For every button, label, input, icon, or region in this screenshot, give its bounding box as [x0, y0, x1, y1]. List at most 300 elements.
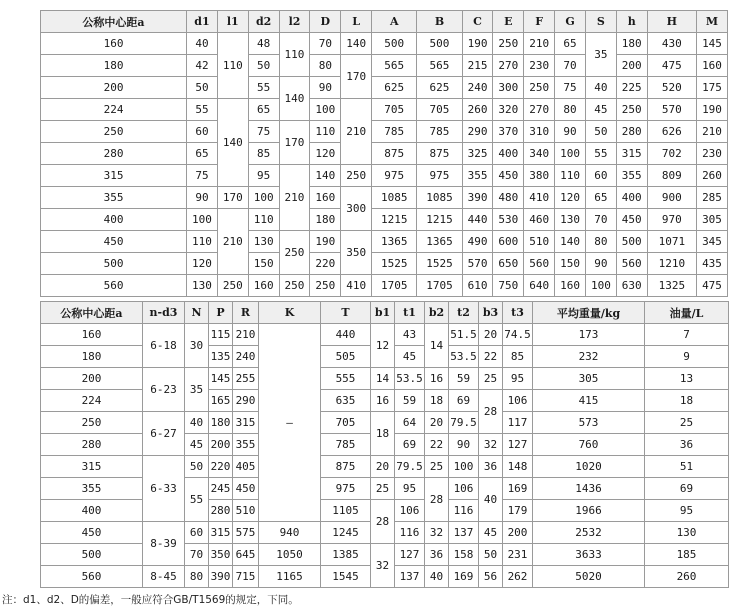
header-cell: G: [555, 11, 586, 33]
cell-d1: 42: [187, 55, 218, 77]
cell-b2: 18: [425, 390, 449, 412]
cell-R: 210: [233, 324, 259, 346]
cell-t2: 53.5: [449, 346, 479, 368]
cell-d1: 100: [187, 209, 218, 231]
cell-T: 785: [321, 434, 371, 456]
cell-t2: 169: [449, 566, 479, 588]
cell-a: 280: [41, 434, 143, 456]
cell-M: 175: [697, 77, 728, 99]
cell-d2: 100: [248, 187, 279, 209]
cell-a: 250: [41, 412, 143, 434]
cell-nd3: 6-27: [143, 412, 185, 456]
cell-b1: 25: [371, 478, 395, 500]
cell-b2: 36: [425, 544, 449, 566]
cell-oil: 260: [645, 566, 729, 588]
cell-t1: 127: [395, 544, 425, 566]
cell-R: 315: [233, 412, 259, 434]
cell-A: 785: [372, 121, 417, 143]
cell-t2: 90: [449, 434, 479, 456]
cell-P: 220: [209, 456, 233, 478]
cell-t3: 148: [503, 456, 533, 478]
cell-M: 210: [697, 121, 728, 143]
cell-weight: 415: [533, 390, 645, 412]
cell-R: 240: [233, 346, 259, 368]
cell-d1: 55: [187, 99, 218, 121]
cell-d2: 110: [248, 209, 279, 231]
cell-t2: 51.5: [449, 324, 479, 346]
cell-t3: 117: [503, 412, 533, 434]
cell-C: 610: [462, 275, 493, 297]
cell-F: 210: [524, 33, 555, 55]
cell-G: 130: [555, 209, 586, 231]
cell-l2: 170: [279, 121, 310, 165]
cell-E: 530: [493, 209, 524, 231]
cell-M: 145: [697, 33, 728, 55]
cell-F: 340: [524, 143, 555, 165]
cell-R: 290: [233, 390, 259, 412]
cell-S: 80: [585, 231, 616, 253]
cell-R: 575: [233, 522, 259, 544]
cell-b1: 28: [371, 500, 395, 544]
cell-D: 190: [310, 231, 341, 253]
cell-t1: 45: [395, 346, 425, 368]
cell-H: 1071: [647, 231, 696, 253]
cell-E: 320: [493, 99, 524, 121]
cell-S: 90: [585, 253, 616, 275]
cell-l1: 140: [217, 99, 248, 187]
cell-N: 55: [185, 478, 209, 522]
header-cell: b3: [479, 302, 503, 324]
cell-a: 315: [41, 456, 143, 478]
cell-G: 110: [555, 165, 586, 187]
cell-B: 785: [417, 121, 462, 143]
cell-R: 450: [233, 478, 259, 500]
cell-T: 1245: [321, 522, 371, 544]
cell-S: 40: [585, 77, 616, 99]
cell-d2: 95: [248, 165, 279, 187]
cell-E: 300: [493, 77, 524, 99]
cell-K: —: [259, 324, 321, 522]
cell-nd3: 6-33: [143, 456, 185, 522]
cell-b3: 40: [479, 478, 503, 522]
cell-b1: 18: [371, 412, 395, 456]
cell-weight: 3633: [533, 544, 645, 566]
cell-h: 250: [616, 99, 647, 121]
cell-b3: 56: [479, 566, 503, 588]
header-cell: K: [259, 302, 321, 324]
cell-E: 450: [493, 165, 524, 187]
cell-N: 60: [185, 522, 209, 544]
cell-E: 650: [493, 253, 524, 275]
table-row: [41, 143, 728, 165]
cell-b3: 22: [479, 346, 503, 368]
cell-a: 224: [41, 99, 187, 121]
table-row: [41, 121, 728, 143]
cell-a: 160: [41, 33, 187, 55]
cell-l2: 110: [279, 33, 310, 77]
table-row: [41, 412, 729, 434]
cell-M: 160: [697, 55, 728, 77]
cell-t3: 231: [503, 544, 533, 566]
cell-oil: 18: [645, 390, 729, 412]
header-cell: d1: [187, 11, 218, 33]
cell-L: 410: [341, 275, 372, 297]
cell-d1: 120: [187, 253, 218, 275]
cell-t3: 262: [503, 566, 533, 588]
cell-M: 475: [697, 275, 728, 297]
cell-weight: 232: [533, 346, 645, 368]
cell-oil: 25: [645, 412, 729, 434]
cell-H: 970: [647, 209, 696, 231]
cell-oil: 7: [645, 324, 729, 346]
cell-L: 170: [341, 55, 372, 99]
cell-N: 40: [185, 412, 209, 434]
cell-D: 110: [310, 121, 341, 143]
cell-oil: 13: [645, 368, 729, 390]
cell-a: 355: [41, 187, 187, 209]
cell-D: 180: [310, 209, 341, 231]
cell-t1: 59: [395, 390, 425, 412]
table-row: [41, 209, 728, 231]
cell-P: 245: [209, 478, 233, 500]
cell-B: 1215: [417, 209, 462, 231]
cell-t2: 79.5: [449, 412, 479, 434]
cell-a: 250: [41, 121, 187, 143]
cell-h: 315: [616, 143, 647, 165]
cell-b1: 16: [371, 390, 395, 412]
cell-R: 645: [233, 544, 259, 566]
cell-N: 80: [185, 566, 209, 588]
cell-E: 370: [493, 121, 524, 143]
cell-l1: 210: [217, 209, 248, 275]
header-cell: N: [185, 302, 209, 324]
header-cell: F: [524, 11, 555, 33]
cell-D: 90: [310, 77, 341, 99]
cell-D: 140: [310, 165, 341, 187]
cell-F: 640: [524, 275, 555, 297]
cell-R: 255: [233, 368, 259, 390]
cell-t2: 59: [449, 368, 479, 390]
cell-C: 570: [462, 253, 493, 275]
cell-B: 1705: [417, 275, 462, 297]
cell-C: 440: [462, 209, 493, 231]
cell-b2: 16: [425, 368, 449, 390]
cell-S: 50: [585, 121, 616, 143]
header-cell: C: [462, 11, 493, 33]
cell-b3: 28: [479, 390, 503, 434]
cell-weight: 5020: [533, 566, 645, 588]
table-row: [41, 33, 728, 55]
cell-H: 702: [647, 143, 696, 165]
cell-oil: 69: [645, 478, 729, 500]
cell-F: 230: [524, 55, 555, 77]
cell-b2: 40: [425, 566, 449, 588]
header-cell: t1: [395, 302, 425, 324]
cell-d1: 130: [187, 275, 218, 297]
cell-nd3: 6-23: [143, 368, 185, 412]
cell-a: 560: [41, 275, 187, 297]
cell-A: 975: [372, 165, 417, 187]
cell-d1: 65: [187, 143, 218, 165]
cell-R: 510: [233, 500, 259, 522]
cell-G: 140: [555, 231, 586, 253]
cell-t1: 64: [395, 412, 425, 434]
cell-a: 355: [41, 478, 143, 500]
cell-d2: 75: [248, 121, 279, 143]
cell-N: 30: [185, 324, 209, 368]
cell-E: 250: [493, 33, 524, 55]
table-row: [41, 275, 728, 297]
cell-h: 500: [616, 231, 647, 253]
cell-T: 1545: [321, 566, 371, 588]
cell-t2: 158: [449, 544, 479, 566]
cell-a: 450: [41, 522, 143, 544]
cell-d2: 48: [248, 33, 279, 55]
cell-t2: 137: [449, 522, 479, 544]
cell-b1: 12: [371, 324, 395, 368]
cell-B: 705: [417, 99, 462, 121]
cell-D: 220: [310, 253, 341, 275]
table-header-row: [41, 11, 728, 33]
cell-E: 400: [493, 143, 524, 165]
cell-b2: 32: [425, 522, 449, 544]
cell-M: 260: [697, 165, 728, 187]
cell-T: 975: [321, 478, 371, 500]
cell-P: 115: [209, 324, 233, 346]
cell-S: 60: [585, 165, 616, 187]
cell-a: 560: [41, 566, 143, 588]
cell-S: 55: [585, 143, 616, 165]
cell-t2: 69: [449, 390, 479, 412]
cell-t1: 116: [395, 522, 425, 544]
cell-a: 200: [41, 77, 187, 99]
cell-t3: 169: [503, 478, 533, 500]
cell-t1: 137: [395, 566, 425, 588]
cell-t1: 69: [395, 434, 425, 456]
cell-R: 405: [233, 456, 259, 478]
cell-N: 70: [185, 544, 209, 566]
cell-t3: 106: [503, 390, 533, 412]
cell-T: 1385: [321, 544, 371, 566]
cell-M: 345: [697, 231, 728, 253]
cell-L: 250: [341, 165, 372, 187]
cell-G: 160: [555, 275, 586, 297]
cell-b3: 20: [479, 324, 503, 346]
dimension-table-upper: [40, 10, 728, 297]
cell-weight: 2532: [533, 522, 645, 544]
cell-G: 80: [555, 99, 586, 121]
cell-N: 35: [185, 368, 209, 412]
footnote: 注：d1、d2、D的偏差，一般应符合GB/T1569的规定，下同。: [2, 594, 299, 606]
cell-l2: 140: [279, 77, 310, 121]
cell-S: 100: [585, 275, 616, 297]
cell-F: 560: [524, 253, 555, 275]
cell-t1: 79.5: [395, 456, 425, 478]
cell-E: 270: [493, 55, 524, 77]
table-row: [41, 231, 728, 253]
cell-l2: 210: [279, 165, 310, 231]
cell-d2: 50: [248, 55, 279, 77]
cell-C: 260: [462, 99, 493, 121]
cell-M: 435: [697, 253, 728, 275]
cell-t1: 95: [395, 478, 425, 500]
cell-B: 875: [417, 143, 462, 165]
table-row: [41, 165, 728, 187]
cell-h: 280: [616, 121, 647, 143]
cell-a: 180: [41, 346, 143, 368]
table-row: [41, 368, 729, 390]
cell-t3: 74.5: [503, 324, 533, 346]
header-cell: n-d3: [143, 302, 185, 324]
cell-nd3: 8-39: [143, 522, 185, 566]
cell-P: 390: [209, 566, 233, 588]
cell-M: 230: [697, 143, 728, 165]
cell-H: 430: [647, 33, 696, 55]
cell-D: 70: [310, 33, 341, 55]
cell-P: 180: [209, 412, 233, 434]
cell-F: 510: [524, 231, 555, 253]
cell-nd3: 8-45: [143, 566, 185, 588]
cell-S: 45: [585, 99, 616, 121]
cell-a: 180: [41, 55, 187, 77]
cell-A: 705: [372, 99, 417, 121]
cell-t3: 85: [503, 346, 533, 368]
cell-H: 475: [647, 55, 696, 77]
cell-b3: 36: [479, 456, 503, 478]
cell-K: 1165: [259, 566, 321, 588]
header-cell: 油量/L: [645, 302, 729, 324]
table-row: [41, 456, 729, 478]
cell-R: 715: [233, 566, 259, 588]
cell-H: 1325: [647, 275, 696, 297]
cell-h: 180: [616, 33, 647, 55]
cell-A: 1365: [372, 231, 417, 253]
cell-P: 280: [209, 500, 233, 522]
cell-D: 80: [310, 55, 341, 77]
cell-b1: 20: [371, 456, 395, 478]
cell-F: 250: [524, 77, 555, 99]
cell-h: 200: [616, 55, 647, 77]
header-cell: t2: [449, 302, 479, 324]
header-cell: L: [341, 11, 372, 33]
table-row: [41, 99, 728, 121]
cell-weight: 760: [533, 434, 645, 456]
cell-C: 490: [462, 231, 493, 253]
cell-G: 75: [555, 77, 586, 99]
table-row: [41, 77, 728, 99]
cell-L: 210: [341, 99, 372, 165]
cell-S: 65: [585, 187, 616, 209]
cell-D: 120: [310, 143, 341, 165]
cell-E: 750: [493, 275, 524, 297]
cell-G: 100: [555, 143, 586, 165]
cell-b3: 25: [479, 368, 503, 390]
cell-F: 460: [524, 209, 555, 231]
cell-d2: 130: [248, 231, 279, 253]
cell-B: 1085: [417, 187, 462, 209]
cell-L: 350: [341, 231, 372, 275]
cell-a: 315: [41, 165, 187, 187]
header-cell: P: [209, 302, 233, 324]
cell-G: 90: [555, 121, 586, 143]
dimension-table-lower: [40, 301, 729, 588]
cell-t3: 127: [503, 434, 533, 456]
cell-C: 355: [462, 165, 493, 187]
cell-h: 355: [616, 165, 647, 187]
cell-b2: 20: [425, 412, 449, 434]
table-row: [41, 55, 728, 77]
cell-t3: 179: [503, 500, 533, 522]
cell-A: 1705: [372, 275, 417, 297]
cell-T: 1105: [321, 500, 371, 522]
cell-F: 380: [524, 165, 555, 187]
cell-d2: 160: [248, 275, 279, 297]
header-cell: M: [697, 11, 728, 33]
cell-F: 410: [524, 187, 555, 209]
cell-h: 560: [616, 253, 647, 275]
cell-t2: 116: [449, 500, 479, 522]
cell-B: 500: [417, 33, 462, 55]
cell-oil: 36: [645, 434, 729, 456]
cell-M: 285: [697, 187, 728, 209]
cell-t1: 43: [395, 324, 425, 346]
cell-D: 100: [310, 99, 341, 121]
cell-D: 250: [310, 275, 341, 297]
cell-b2: 28: [425, 478, 449, 522]
header-cell: A: [372, 11, 417, 33]
cell-B: 565: [417, 55, 462, 77]
cell-S: 70: [585, 209, 616, 231]
cell-L: 140: [341, 33, 372, 55]
cell-l2: 250: [279, 231, 310, 275]
cell-a: 400: [41, 500, 143, 522]
header-cell: h: [616, 11, 647, 33]
cell-S: 35: [585, 33, 616, 77]
cell-oil: 130: [645, 522, 729, 544]
cell-A: 1085: [372, 187, 417, 209]
cell-weight: 1020: [533, 456, 645, 478]
cell-h: 225: [616, 77, 647, 99]
cell-B: 975: [417, 165, 462, 187]
header-cell: D: [310, 11, 341, 33]
cell-A: 875: [372, 143, 417, 165]
cell-t1: 53.5: [395, 368, 425, 390]
header-cell: b1: [371, 302, 395, 324]
cell-b2: 14: [425, 324, 449, 368]
table-row: [41, 324, 729, 346]
cell-C: 190: [462, 33, 493, 55]
cell-H: 809: [647, 165, 696, 187]
cell-d1: 110: [187, 231, 218, 253]
cell-C: 325: [462, 143, 493, 165]
header-cell: 平均重量/kg: [533, 302, 645, 324]
cell-G: 120: [555, 187, 586, 209]
cell-T: 505: [321, 346, 371, 368]
cell-h: 400: [616, 187, 647, 209]
cell-l1: 250: [217, 275, 248, 297]
cell-weight: 1436: [533, 478, 645, 500]
cell-K: 940: [259, 522, 321, 544]
header-cell: T: [321, 302, 371, 324]
header-cell: 公称中心距a: [41, 302, 143, 324]
cell-b1: 14: [371, 368, 395, 390]
cell-A: 565: [372, 55, 417, 77]
cell-a: 280: [41, 143, 187, 165]
cell-t1: 106: [395, 500, 425, 522]
cell-a: 500: [41, 253, 187, 275]
cell-P: 350: [209, 544, 233, 566]
cell-l1: 170: [217, 187, 248, 209]
